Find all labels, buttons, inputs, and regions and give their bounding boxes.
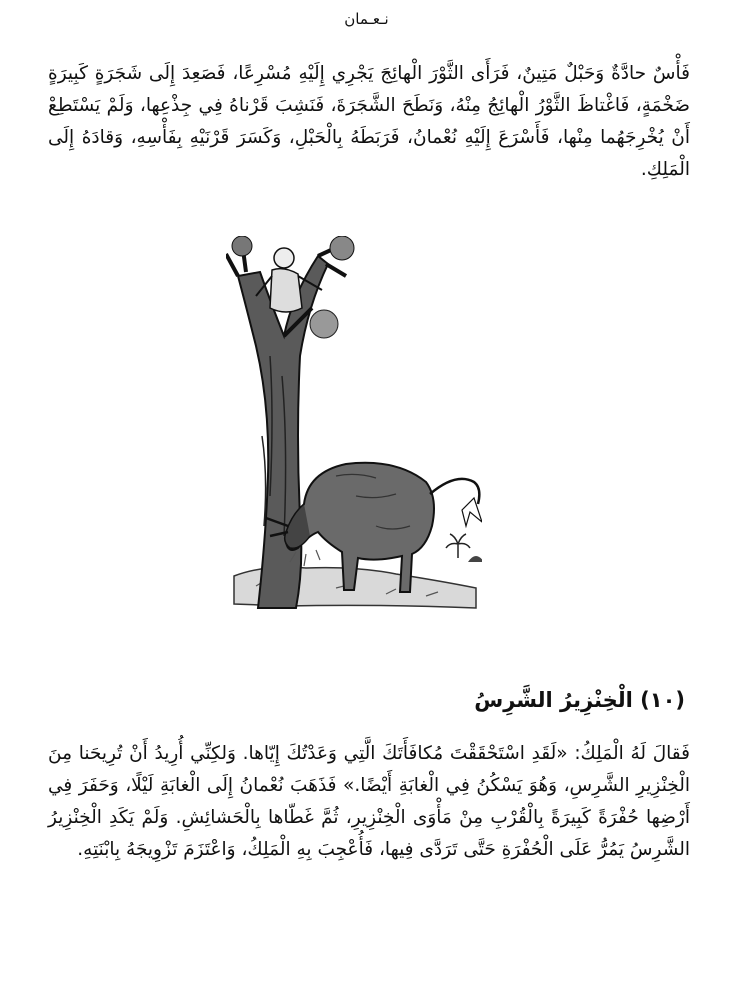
bull-tree-illustration — [226, 236, 482, 610]
paragraph-1: فَأْسٌ حادَّةٌ وَحَبْلٌ مَتِينٌ، فَرَأَى الثَّوْرَ الْهائِجَ يَجْرِي إِلَيْهِ مُسْرِعًا، فَصَعِدَ إِلَى شَجَرَةٍ كَبِيرَةٍ ضَخْمَةٍ، فَاغْتاظَ الثَّوْرُ الْهائِجُ مِنْهُ، وَنَطَحَ الشَّجَرَةَ، فَنَشِبَ قَرْناهُ فِي جِذْعِها، وَلَمْ يَسْتَطِعْ أَنْ يُخْرِجَهُما مِنْها، فَأَسْرَعَ إِلَيْهِ نُعْمانُ، فَرَبَطَهُ بِالْحَبْلِ، وَكَسَرَ قَرْنَيْهِ بِفَأْسِهِ، وَقادَهُ إِلَى الْمَلِكِ. — [48, 63, 690, 180]
running-header: نـعـمان — [344, 10, 389, 28]
section-heading: (١٠) الْخِنْزِيرُ الشَّرِسُ — [474, 688, 685, 712]
paragraph-2: فَقالَ لَهُ الْمَلِكُ: «لَقَدِ اسْتَحْقَقْتَ مُكافَأَتَكَ الَّتِي وَعَدْتُكَ إِيّاها. وَلكِنِّي أُرِيدُ أَنْ تُرِيحَنا مِنَ الْخِنْزِيرِ الشَّرِسِ، وَهُوَ يَسْكُنُ فِي الْغابَةِ أَيْضًا.» فَذَهَبَ نُعْمانُ إِلَى الْغابَةِ لَيْلًا، وَحَفَرَ فِي أَرْضِها حُفْرَةً كَبِيرَةً بِالْقُرْبِ مِنْ مَأْوَى الْخِنْزِيرِ، ثُمَّ غَطّاها بِالْحَشائِشِ. وَلَمْ يَكَدِ الْخِنْزِيرُ الشَّرِسُ يَمُرُّ عَلَى الْحُفْرَةِ حَتَّى تَرَدَّى فِيها، فَأُعْجِبَ بِهِ الْمَلِكُ، وَاعْتَزَمَ تَزْوِيجَهُ بِابْنَتِهِ. — [48, 743, 690, 860]
